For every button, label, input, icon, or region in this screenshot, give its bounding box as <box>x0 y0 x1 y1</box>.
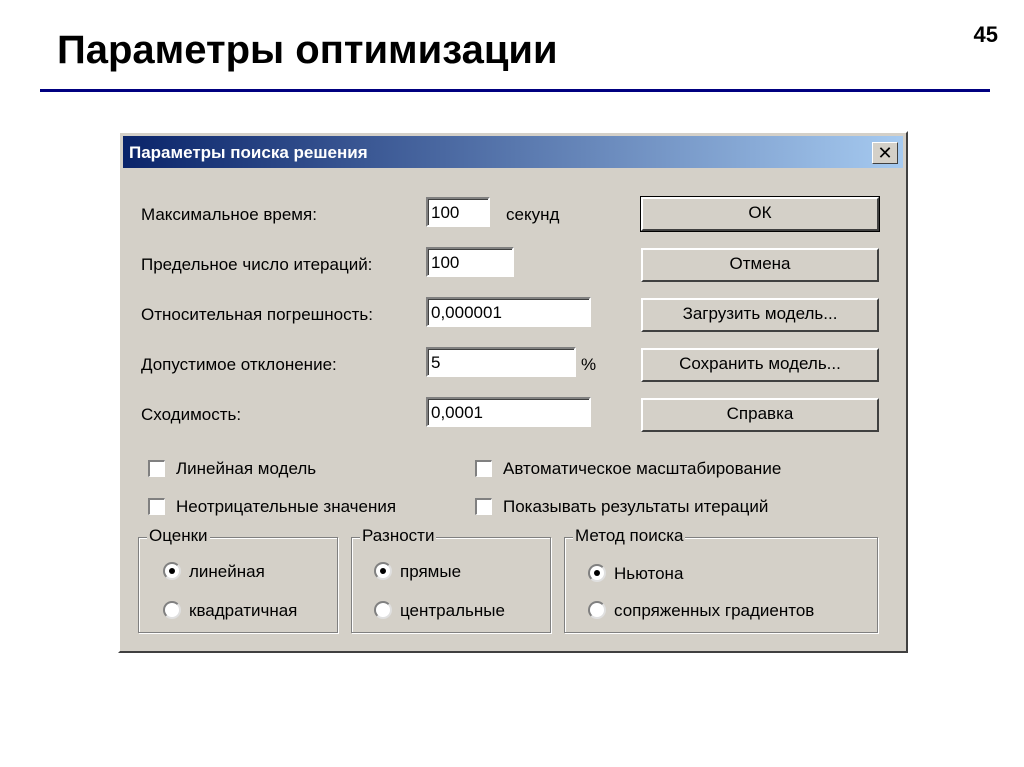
search-conjugate-label[interactable]: сопряженных градиентов <box>614 601 815 620</box>
search-newton-radio[interactable] <box>588 564 606 582</box>
linear-model-label[interactable]: Линейная модель <box>176 459 317 478</box>
derivatives-central-radio[interactable] <box>374 601 392 619</box>
ok-button[interactable]: ОК <box>641 197 879 231</box>
estimates-group-title: Оценки <box>149 526 208 545</box>
estimates-group <box>138 526 338 633</box>
convergence-input[interactable]: 0,0001 <box>426 397 591 427</box>
precision-label: Относительная погрешность: <box>141 305 373 324</box>
max-time-unit: секунд <box>506 205 560 224</box>
convergence-label: Сходимость: <box>141 405 242 424</box>
derivatives-group <box>351 526 551 633</box>
load-model-button[interactable]: Загрузить модель... <box>641 298 879 332</box>
radio-selected-dot <box>169 568 175 574</box>
title-rule <box>40 89 990 92</box>
linear-model-checkbox[interactable] <box>148 460 165 477</box>
search-newton-label[interactable]: Ньютона <box>614 564 684 583</box>
solver-options-dialog <box>118 131 908 653</box>
autoscale-label[interactable]: Автоматическое масштабирование <box>503 459 782 478</box>
dialog-title: Параметры поиска решения <box>129 143 368 162</box>
derivatives-forward-radio[interactable] <box>374 562 392 580</box>
nonnegative-label[interactable]: Неотрицательные значения <box>176 497 397 516</box>
max-time-input[interactable]: 100 <box>426 197 490 227</box>
help-button[interactable]: Справка <box>641 398 879 432</box>
search-conjugate-radio[interactable] <box>588 601 606 619</box>
estimates-linear-label[interactable]: линейная <box>189 562 265 581</box>
slide-title: Параметры оптимизации <box>57 28 558 72</box>
max-iter-label: Предельное число итераций: <box>141 255 373 274</box>
estimates-quadratic-label[interactable]: квадратичная <box>189 601 298 620</box>
tolerance-label: Допустимое отклонение: <box>141 355 337 374</box>
nonnegative-checkbox[interactable] <box>148 498 165 515</box>
close-button[interactable]: ✕ <box>872 142 898 164</box>
tolerance-unit: % <box>581 355 597 374</box>
precision-input[interactable]: 0,000001 <box>426 297 591 327</box>
derivatives-central-label[interactable]: центральные <box>400 601 505 620</box>
search-method-group-title: Метод поиска <box>575 526 684 545</box>
estimates-quadratic-radio[interactable] <box>163 601 181 619</box>
show-iterations-checkbox[interactable] <box>475 498 492 515</box>
max-time-label: Максимальное время: <box>141 205 317 224</box>
autoscale-checkbox[interactable] <box>475 460 492 477</box>
search-method-group <box>564 526 878 633</box>
radio-selected-dot <box>380 568 386 574</box>
max-iter-input[interactable]: 100 <box>426 247 514 277</box>
cancel-button[interactable]: Отмена <box>641 248 879 282</box>
derivatives-forward-label[interactable]: прямые <box>400 562 462 581</box>
derivatives-group-title: Разности <box>362 526 435 545</box>
radio-selected-dot <box>594 570 600 576</box>
tolerance-input[interactable]: 5 <box>426 347 576 377</box>
dialog-titlebar[interactable] <box>123 136 903 168</box>
estimates-linear-radio[interactable] <box>163 562 181 580</box>
show-iterations-label[interactable]: Показывать результаты итераций <box>503 497 769 516</box>
slide-number: 45 <box>973 22 998 47</box>
save-model-button[interactable]: Сохранить модель... <box>641 348 879 382</box>
